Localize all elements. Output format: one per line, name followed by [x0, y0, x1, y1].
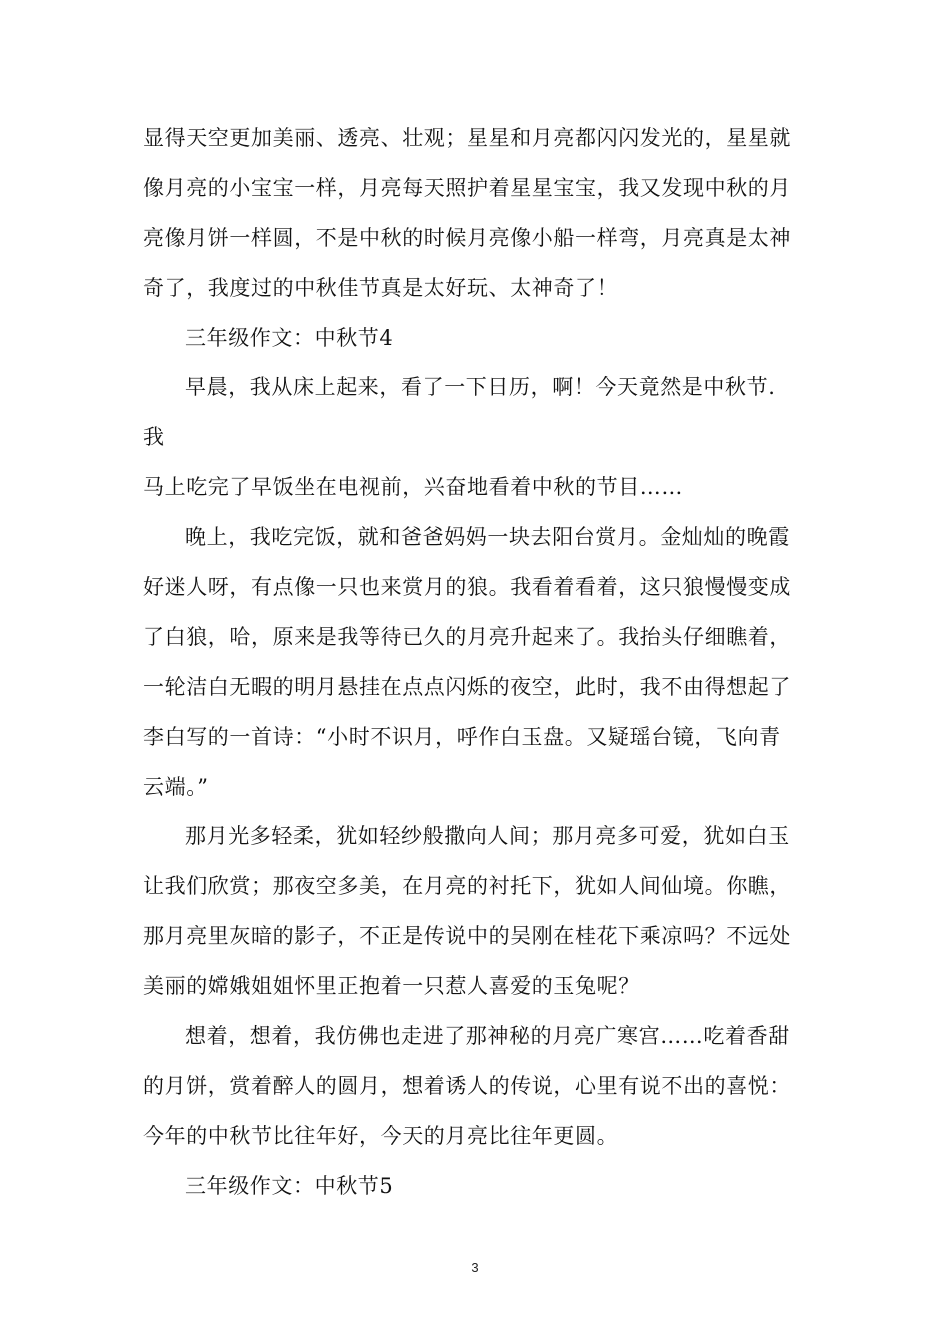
text-line: 那月光多轻柔，犹如轻纱般撒向人间；那月亮多可爱，犹如白玉 — [185, 824, 790, 849]
text-line: 那月亮里灰暗的影子，不正是传说中的吴刚在桂花下乘凉吗？不远处 — [143, 924, 791, 949]
text-line: 早晨，我从床上起来，看了一下日历，啊！今天竟然是中秋节. — [185, 375, 776, 400]
text-line: 了白狼，哈，原来是我等待已久的月亮升起来了。我抬头仔细瞧着， — [143, 624, 791, 649]
text-line: 好迷人呀，有点像一只也来赏月的狼。我看着看着，这只狼慢慢变成 — [143, 575, 791, 600]
text-line: 的月饼，赏着醉人的圆月，想着诱人的传说，心里有说不出的喜悦： — [143, 1073, 791, 1098]
text-line: 想着，想着，我仿佛也走进了那神秘的月亮广寒宫……吃着香甜 — [185, 1024, 790, 1049]
text-line: 今年的中秋节比往年好，今天的月亮比往年更圆。 — [143, 1123, 619, 1148]
text-line: 马上吃完了早饭坐在电视前，兴奋地看着中秋的节目…… — [143, 475, 683, 500]
page-number: 3 — [471, 1260, 479, 1275]
text-line: 云端。” — [143, 774, 209, 799]
section-heading: 三年级作文：中秋节4 — [185, 325, 394, 350]
document-body — [143, 120, 815, 1218]
text-line: 奇了，我度过的中秋佳节真是太好玩、太神奇了！ — [143, 275, 619, 300]
text-line: 亮像月饼一样圆，不是中秋的时候月亮像小船一样弯，月亮真是太神 — [143, 225, 791, 250]
text-line: 像月亮的小宝宝一样，月亮每天照护着星星宝宝，我又发现中秋的月 — [143, 175, 791, 200]
text-line: 我 — [143, 425, 165, 450]
text-line: 晚上，我吃完饭，就和爸爸妈妈一块去阳台赏月。金灿灿的晚霞 — [185, 525, 790, 550]
text-line: 让我们欣赏；那夜空多美，在月亮的衬托下，犹如人间仙境。你瞧， — [143, 874, 791, 899]
section-heading: 三年级作文：中秋节5 — [185, 1173, 394, 1198]
text-line: 显得天空更加美丽、透亮、壮观；星星和月亮都闪闪发光的，星星就 — [143, 126, 791, 150]
text-line: 一轮洁白无暇的明月悬挂在点点闪烁的夜空，此时，我不由得想起了 — [143, 674, 791, 699]
text-line: 美丽的嫦娥姐姐怀里正抱着一只惹人喜爱的玉兔呢？ — [143, 974, 640, 999]
text-line: 李白写的一首诗：“小时不识月，呼作白玉盘。又疑瑶台镜，飞向青 — [143, 724, 781, 749]
